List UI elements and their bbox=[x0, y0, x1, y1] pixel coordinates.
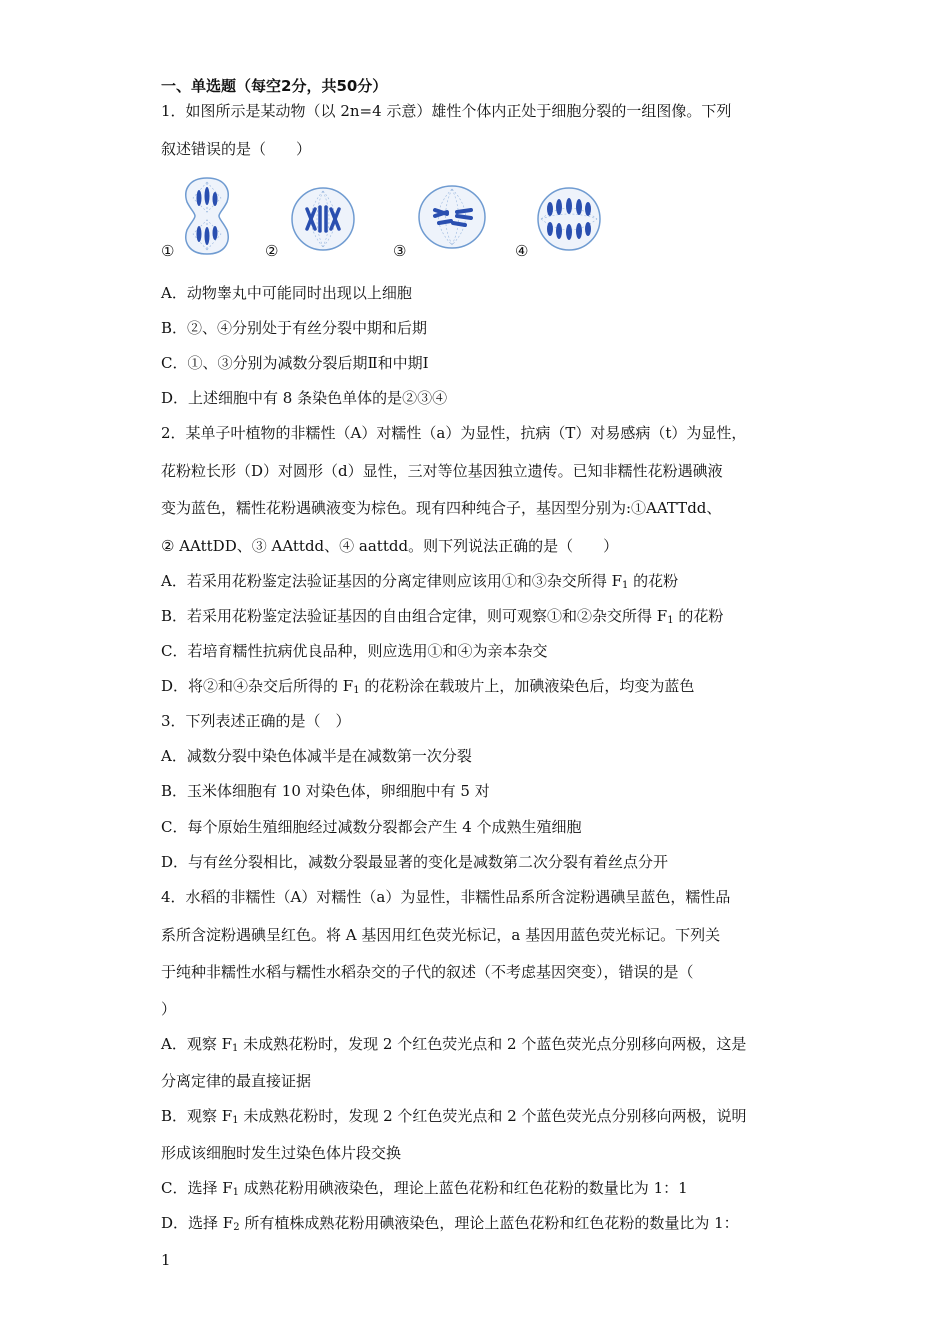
q4-option-a-line1 bbox=[161, 1034, 746, 1059]
q4-option-b-text: B．观察 F bbox=[161, 1107, 233, 1125]
cell-figure-2 bbox=[289, 185, 357, 253]
q2-option-b bbox=[161, 606, 723, 631]
figure-label-4: ④ bbox=[515, 242, 529, 260]
q2-option-a bbox=[161, 571, 678, 596]
q4-option-d-text: D．选择 F bbox=[161, 1214, 234, 1232]
q4-option-b-subscript: 1 bbox=[232, 1115, 239, 1126]
cell-figure-1 bbox=[181, 176, 233, 256]
q4-option-d-subscript: 2 bbox=[233, 1222, 240, 1233]
q2-option-a-tail: 的花粉 bbox=[628, 572, 679, 590]
figure-label-2: ② bbox=[265, 242, 279, 260]
q4-option-a-line2: 分离定律的最直接证据 bbox=[161, 1072, 312, 1090]
q2-option-a-subscript: 1 bbox=[622, 580, 629, 591]
q4-option-b-line1 bbox=[161, 1106, 747, 1131]
q2-stem-line3: 变为蓝色，糯性花粉遇碘液变为棕色。现有四种纯合子，基因型分别为:①AATTdd、 bbox=[161, 499, 722, 517]
q4-stem-line3: 于纯种非糯性水稻与糯性水稻杂交的子代的叙述（不考虑基因突变），错误的是（ bbox=[161, 963, 694, 981]
q2-stem-line2: 花粉粒长形（D）对圆形（d）显性，三对等位基因独立遗传。已知非糯性花粉遇碘液 bbox=[161, 462, 723, 480]
section-title: 一、单选题（每空2分，共50分） bbox=[161, 77, 388, 95]
page-number: 1 bbox=[161, 1251, 171, 1269]
q4-stem-line1: 4．水稻的非糯性（A）对糯性（a）为显性，非糯性品系所含淀粉遇碘呈蓝色，糯性品 bbox=[161, 888, 731, 906]
q1-option-a: A．动物睾丸中可能同时出现以上细胞 bbox=[161, 284, 412, 302]
q4-option-c-tail: 成熟花粉用碘液染色，理论上蓝色花粉和红色花粉的数量比为 1：1 bbox=[239, 1179, 688, 1197]
q4-option-d bbox=[161, 1213, 739, 1238]
q2-option-b-text: B．若采用花粉鉴定法验证基因的自由组合定律，则可观察①和②杂交所得 F bbox=[161, 607, 668, 625]
q4-option-b-tail: 未成熟花粉时，发现 2 个红色荧光点和 2 个蓝色荧光点分别移向两极，说明 bbox=[238, 1107, 747, 1125]
q3-stem: 3．下列表述正确的是（ ） bbox=[161, 712, 351, 730]
q4-option-b-line2: 形成该细胞时发生过染色体片段交换 bbox=[161, 1144, 402, 1162]
q2-stem-line4: ② AAttDD、③ AAttdd、④ aattdd。则下列说法正确的是（ ） bbox=[161, 537, 619, 555]
cell-figure-3 bbox=[417, 183, 487, 251]
q4-stem-line4: ） bbox=[161, 1000, 177, 1018]
q3-option-b: B．玉米体细胞有 10 对染色体，卵细胞中有 5 对 bbox=[161, 782, 490, 800]
q4-stem-line2: 系所含淀粉遇碘呈红色。将 A 基因用红色荧光标记，a 基因用蓝色荧光标记。下列关 bbox=[161, 926, 721, 944]
q1-option-b: B．②、④分别处于有丝分裂中期和后期 bbox=[161, 319, 428, 337]
figure-label-1: ① bbox=[161, 242, 175, 260]
q2-option-a-text: A．若采用花粉鉴定法验证基因的分离定律则应该用①和③杂交所得 F bbox=[161, 572, 623, 590]
cell-figure-4 bbox=[535, 185, 603, 253]
q4-option-a-subscript: 1 bbox=[232, 1043, 239, 1054]
q4-option-c bbox=[161, 1178, 688, 1203]
figure-label-3: ③ bbox=[393, 242, 407, 260]
q2-option-b-subscript: 1 bbox=[667, 615, 674, 626]
q2-option-d bbox=[161, 676, 694, 701]
q2-option-d-subscript: 1 bbox=[353, 685, 360, 696]
q3-option-d: D．与有丝分裂相比，减数分裂最显著的变化是减数第二次分裂有着丝点分开 bbox=[161, 853, 669, 871]
q1-option-c: C．①、③分别为减数分裂后期Ⅱ和中期Ⅰ bbox=[161, 354, 429, 372]
q2-option-b-tail: 的花粉 bbox=[673, 607, 724, 625]
q4-option-d-tail: 所有植株成熟花粉用碘液染色，理论上蓝色花粉和红色花粉的数量比为 1： bbox=[239, 1214, 739, 1232]
q3-option-a: A．减数分裂中染色体减半是在减数第一次分裂 bbox=[161, 747, 472, 765]
q4-option-a-tail: 未成熟花粉时，发现 2 个红色荧光点和 2 个蓝色荧光点分别移向两极，这是 bbox=[238, 1035, 747, 1053]
q2-stem-line1: 2．某单子叶植物的非糯性（A）对糯性（a）为显性，抗病（T）对易感病（t）为显性， bbox=[161, 424, 747, 442]
q4-option-c-text: C．选择 F bbox=[161, 1179, 233, 1197]
q2-option-d-text: D．将②和④杂交后所得的 F bbox=[161, 677, 354, 695]
q3-option-c: C．每个原始生殖细胞经过减数分裂都会产生 4 个成熟生殖细胞 bbox=[161, 818, 582, 836]
q2-option-d-tail: 的花粉涂在载玻片上，加碘液染色后，均变为蓝色 bbox=[359, 677, 695, 695]
q1-option-d: D．上述细胞中有 8 条染色单体的是②③④ bbox=[161, 389, 448, 407]
q1-stem-line1: 1．如图所示是某动物（以 2n=4 示意）雄性个体内正处于细胞分裂的一组图像。下列 bbox=[161, 102, 732, 120]
q4-option-a-text: A．观察 F bbox=[161, 1035, 233, 1053]
q2-option-c: C．若培育糯性抗病优良品种，则应选用①和④为亲本杂交 bbox=[161, 642, 548, 660]
q4-option-c-subscript: 1 bbox=[232, 1187, 240, 1198]
q1-stem-line2: 叙述错误的是（ ） bbox=[161, 140, 312, 158]
